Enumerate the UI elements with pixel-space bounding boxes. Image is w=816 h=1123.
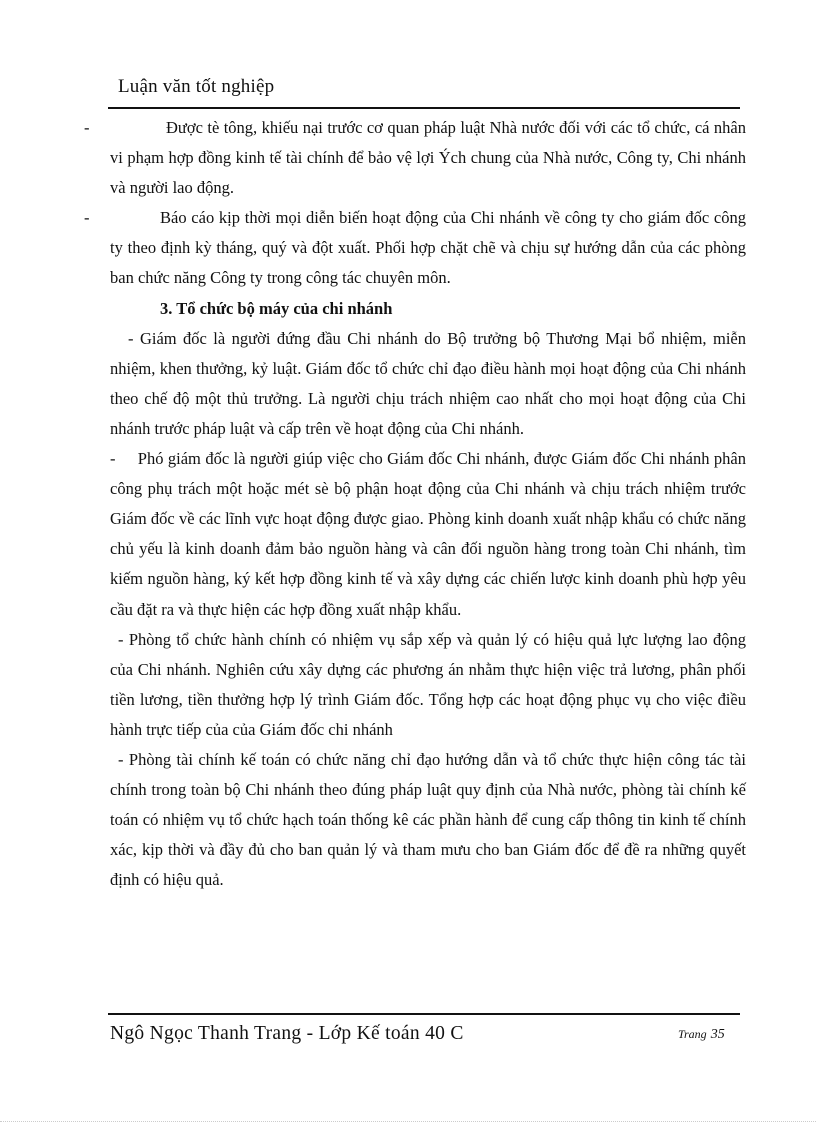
footer-author: Ngô Ngọc Thanh Trang - Lớp Kế toán 40 C [110,1023,464,1044]
paragraph-text: - Phòng tài chính kế toán có chức năng chỉ đạo hướng dẫn và tổ chức thực hiện công tác tài chính trong toàn bộ Chi nhánh theo đúng pháp luật quy định của Nhà nước, phòng tài chính kế toán có nhiệm vụ tổ chức hạch toán thống kê các phần hành để cung cấp thông tin kinh tế chính xác, kịp thời và đầy đủ cho ban quản lý và tham mưu cho ban Giám đốc để đề ra những quyết định có hiệu quả. [110,749,746,890]
paragraph-text: - Phó giám đốc là người giúp việc cho Giám đốc Chi nhánh, được Giám đốc Chi nhánh phân công phụ trách một hoặc mét sè bộ phận hoạt động của Chi nhánh và chịu trách nhiệm trước Giám đốc về các lĩnh vực hoạt động được giao. Phòng kinh doanh xuất nhập khẩu có chức năng chủ yếu là kinh doanh đảm bảo nguồn hàng và cân đối nguồn hàng trong toàn Chi nhánh, tìm kiếm nguồn hàng, ký kết hợp đồng kinh tế và xây dựng các chiến lược kinh doanh phù hợp yêu cầu đặt ra và thực hiện các hợp đồng xuất nhập khẩu. [110,449,751,619]
page-label: Trang [678,1027,707,1041]
paragraph-pho-giam-doc [110,444,751,625]
page-number [678,1027,725,1043]
paragraph-to-chuc-hanh-chinh [110,625,746,745]
paragraph-text: Được tè tông, khiếu nại trước cơ quan pháp luật Nhà nước đối với các tổ chức, cá nhân vi phạm hợp đồng kinh tế tài chính để bảo vệ lợi Ých chung của Nhà nước, Công ty, Chi nhánh và người lao động. [110,118,746,198]
paragraph-text: - Giám đốc là người đứng đầu Chi nhánh do Bộ trưởng bộ Thương Mại bổ nhiệm, miễn nhiệm, khen thưởng, kỷ luật. Giám đốc tổ chức chỉ đạo điều hành mọi hoạt động của Chi nhánh theo chế độ một thủ trưởng. Là người chịu trách nhiệm cao nhất cho mọi hoạt động của Chi nhánh trước pháp luật và cấp trên về hoạt động của Chi nhánh. [110,328,746,438]
list-marker: - [84,208,90,228]
paragraph-giam-doc [110,324,746,444]
section-heading: 3. Tổ chức bộ máy của chi nhánh [160,298,393,318]
header-rule [108,107,740,109]
page-number-value: 35 [710,1027,725,1042]
body-text [0,113,816,895]
list-marker: - [84,118,90,137]
header-title: Luận văn tốt nghiệp [118,76,275,97]
paragraph-text: Báo cáo kịp thời mọi diễn biến hoạt động của Chi nhánh về công ty cho giám đốc công ty theo định kỳ tháng, quý và đột xuất. Phối hợp chặt chẽ và chịu sự hướng dẫn của các phòng ban chức năng Công ty trong công tác chuyên môn. [110,208,746,288]
paragraph-text: - Phòng tổ chức hành chính có nhiệm vụ sắp xếp và quản lý có hiệu quả lực lượng lao động của Chi nhánh. Nghiên cứu xây dựng các phương án nhằm thực hiện việc trả lương, phân phối tiền lương, tiền thưởng hợp lý trình Giám đốc. Tổng hợp các hoạt động phục vụ cho việc điều hành trực tiếp của của Giám đốc chi nhánh [110,629,746,739]
paragraph-1 [84,113,746,203]
paragraph-tai-chinh-ke-toan [110,745,746,895]
paragraph-2 [84,203,746,293]
footer-rule [108,1013,740,1015]
page-edge-divider [0,1121,816,1122]
